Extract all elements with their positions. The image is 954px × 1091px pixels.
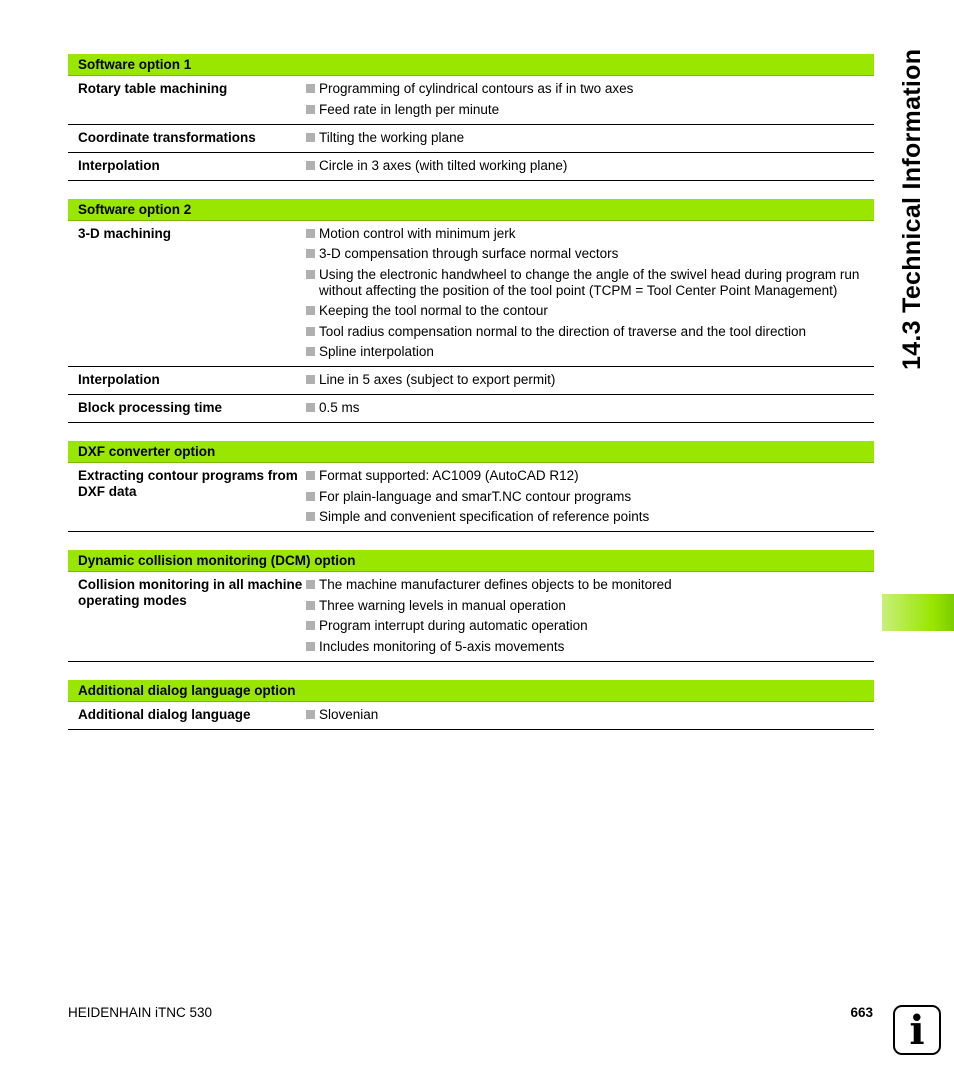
list-item: 3-D compensation through surface normal vectors (306, 246, 874, 262)
square-bullet-icon (306, 105, 315, 114)
table-row (68, 395, 874, 423)
square-bullet-icon (306, 492, 315, 501)
spec-tables (68, 54, 874, 748)
section-dxf-converter-option (68, 441, 874, 532)
chapter-side-title (898, 50, 938, 380)
table-row (68, 76, 874, 125)
square-bullet-icon (306, 642, 315, 651)
row-label: Collision monitoring in all machine operating modes (78, 577, 303, 608)
section-header: DXF converter option (68, 441, 874, 463)
row-items (306, 577, 874, 655)
section-header: Software option 2 (68, 199, 874, 221)
table-row (68, 463, 874, 532)
row-label: Block processing time (78, 400, 223, 415)
row-label: Rotary table machining (78, 81, 228, 96)
row-items (306, 707, 874, 723)
table-row (68, 572, 874, 662)
section-header: Additional dialog language option (68, 680, 874, 702)
square-bullet-icon (306, 133, 315, 142)
section-software-option-1 (68, 54, 874, 181)
list-item: Using the electronic handwheel to change the angle of the swivel head during program run without affecting the position of the tool point (TCPM = Tool Center Point Management) (306, 267, 874, 299)
section-header: Software option 1 (68, 54, 874, 76)
row-items (306, 400, 874, 416)
footer-product-name: HEIDENHAIN iTNC 530 (68, 1005, 213, 1020)
row-items (306, 81, 874, 118)
list-item: Programming of cylindrical contours as if in two axes (306, 81, 874, 97)
info-glyph: i (909, 1006, 925, 1054)
row-items (306, 372, 874, 388)
table-row (68, 221, 874, 368)
square-bullet-icon (306, 249, 315, 258)
list-item: Simple and convenient specification of reference points (306, 509, 874, 525)
list-item: The machine manufacturer defines objects to be monitored (306, 577, 874, 593)
list-item: Feed rate in length per minute (306, 102, 874, 118)
square-bullet-icon (306, 327, 315, 336)
list-item: Tilting the working plane (306, 130, 874, 146)
list-item: Motion control with minimum jerk (306, 226, 874, 242)
table-row (68, 125, 874, 153)
list-item: Circle in 3 axes (with tilted working plane) (306, 158, 874, 174)
list-item: Includes monitoring of 5-axis movements (306, 639, 874, 655)
list-item: Slovenian (306, 707, 874, 723)
square-bullet-icon (306, 471, 315, 480)
row-label: Interpolation (78, 372, 160, 387)
square-bullet-icon (306, 229, 315, 238)
list-item: For plain-language and smarT.NC contour programs (306, 489, 874, 505)
row-items (306, 226, 874, 361)
table-row (68, 702, 874, 730)
section-software-option-2 (68, 199, 874, 424)
section-additional-dialog-language-option (68, 680, 874, 730)
square-bullet-icon (306, 403, 315, 412)
row-label: Additional dialog language (78, 706, 251, 722)
list-item: Tool radius compensation normal to the direction of traverse and the tool direction (306, 324, 874, 340)
square-bullet-icon (306, 580, 315, 589)
list-item: Keeping the tool normal to the contour (306, 303, 874, 319)
square-bullet-icon (306, 347, 315, 356)
chapter-title-text: 14.3 Technical Information (898, 48, 926, 370)
square-bullet-icon (306, 161, 315, 170)
section-dcm-option (68, 550, 874, 662)
square-bullet-icon (306, 601, 315, 610)
row-label: 3-D machining (78, 225, 172, 241)
table-row (68, 367, 874, 395)
square-bullet-icon (306, 270, 315, 279)
row-label: Extracting contour programs from DXF data (78, 468, 298, 499)
list-item: Spline interpolation (306, 344, 874, 360)
row-label: Interpolation (78, 157, 160, 173)
list-item: 0.5 ms (306, 400, 874, 416)
section-header: Dynamic collision monitoring (DCM) option (68, 550, 874, 572)
chapter-tab-marker (882, 594, 954, 631)
page-number: 663 (850, 1005, 873, 1020)
row-items (306, 130, 874, 146)
square-bullet-icon (306, 621, 315, 630)
square-bullet-icon (306, 512, 315, 521)
square-bullet-icon (306, 306, 315, 315)
square-bullet-icon (306, 710, 315, 719)
row-items (306, 158, 874, 174)
table-row (68, 153, 874, 181)
row-items (306, 468, 874, 525)
list-item: Format supported: AC1009 (AutoCAD R12) (306, 468, 874, 484)
list-item: Line in 5 axes (subject to export permit) (306, 372, 874, 388)
info-icon (893, 1005, 941, 1055)
square-bullet-icon (306, 375, 315, 384)
list-item: Three warning levels in manual operation (306, 598, 874, 614)
row-label: Coordinate transformations (78, 129, 256, 145)
square-bullet-icon (306, 84, 315, 93)
list-item: Program interrupt during automatic operation (306, 618, 874, 634)
